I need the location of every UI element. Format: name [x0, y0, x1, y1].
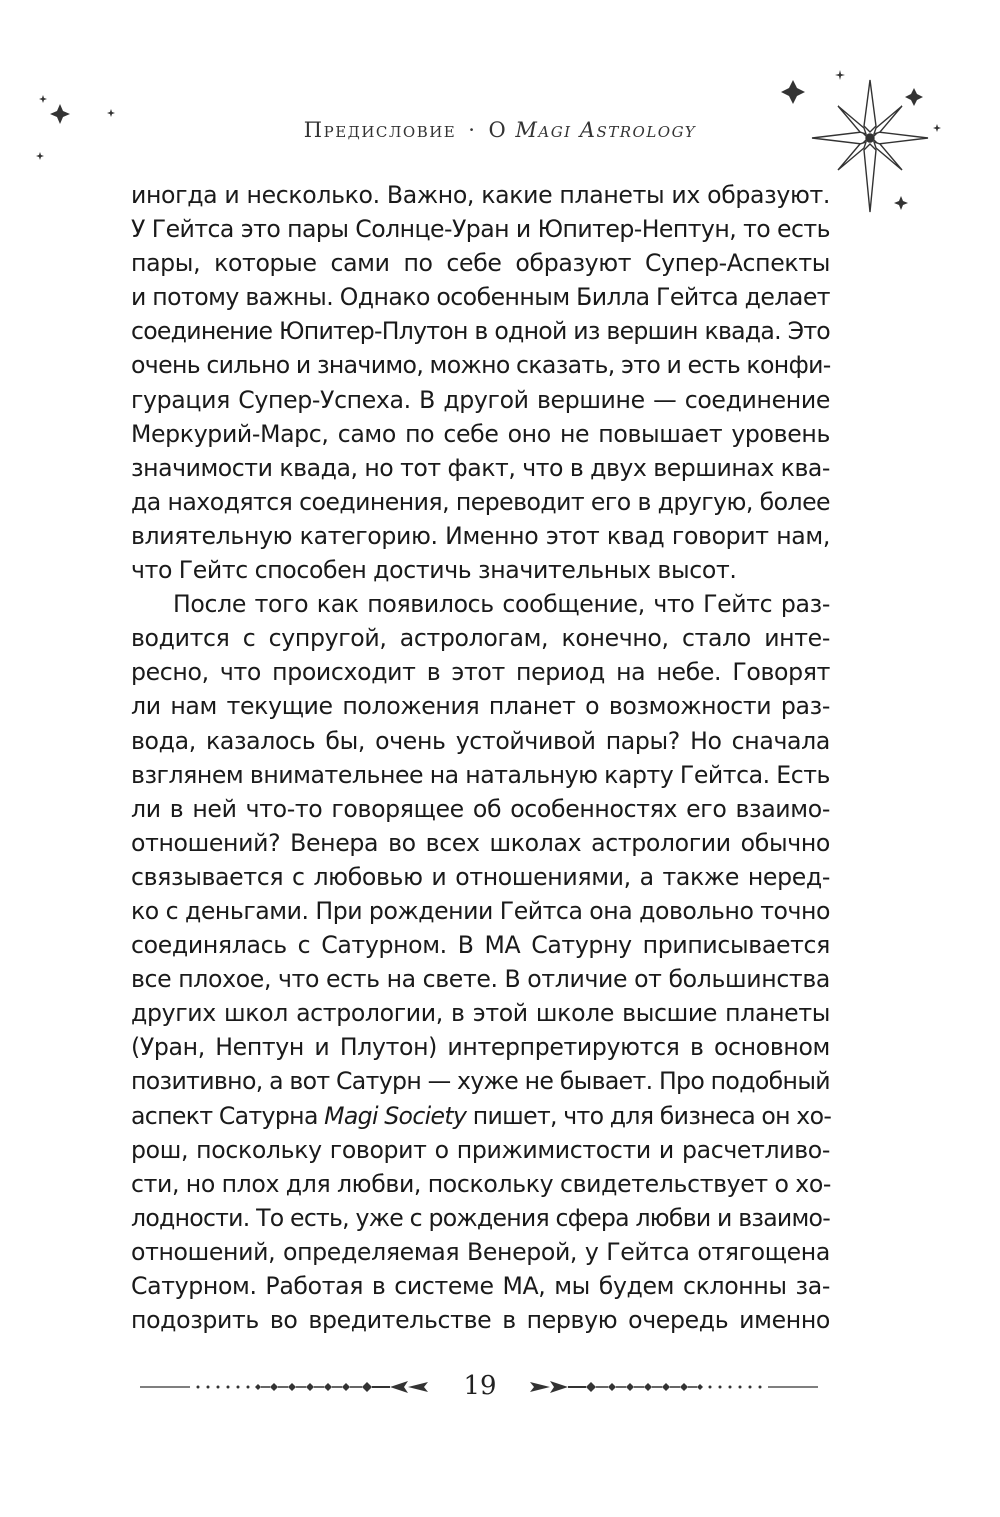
page-footer	[0, 1368, 1000, 1408]
text-line: значимости квада, но тот факт, что в двух вершинах ква-	[131, 453, 830, 482]
star-icon	[36, 152, 44, 160]
star-icon	[781, 80, 805, 104]
text-line: (Уран, Нептун и Плутон) интерпретируются в основном	[131, 1033, 830, 1062]
text-line: вода, казалось бы, очень устойчивой пары? Но сначала	[131, 726, 830, 755]
text-line: У Гейтса это пары Солнце-Уран и Юпитер-Нептун, то есть	[131, 215, 830, 244]
text-line: взглянем внимательнее на натальную карту Гейтса. Есть	[131, 760, 830, 789]
text-line: ко с деньгами. При рождении Гейтса она довольно точно	[131, 896, 830, 925]
text-line: все плохое, что есть на свете. В отличие от большинства	[131, 965, 830, 994]
text-line: иногда и несколько. Важно, какие планеты их образуют.	[131, 181, 830, 209]
star-icon	[107, 109, 115, 117]
star-icon	[39, 95, 47, 103]
text-line: других школ астрологии, в этой школе высшие планеты	[131, 999, 830, 1028]
book-title-prefix: О	[488, 118, 508, 142]
book-title: Magi Astrology	[515, 118, 697, 142]
text-line: очень сильно и значимо, можно сказать, это и есть конфи-	[131, 351, 831, 380]
star-icon	[894, 196, 908, 210]
text-run: пишет, что для бизнеса он хо-	[466, 1101, 832, 1130]
section-title: Предисловие	[303, 118, 457, 142]
text-line: ли в ней что-то говорящее об особенностях его взаимо-	[131, 794, 830, 823]
text-line: соединение Юпитер-Плутон в одной из вершин квада. Это	[131, 317, 830, 346]
text-line: отношений, определяемая Венерой, у Гейтса отягощена	[131, 1237, 830, 1266]
italic-term: Magi Society	[324, 1101, 467, 1130]
text-line: лодности. То есть, уже с рождения сфера любви и взаимо-	[131, 1203, 830, 1232]
text-line: соединялась с Сатурном. В МА Сатурну приписывается	[131, 931, 830, 960]
text-line: подозрить во вредительстве в первую очередь именно	[131, 1306, 830, 1335]
right-ornament-icon	[528, 1372, 818, 1402]
running-head	[0, 118, 1000, 142]
text-line: гурация Супер-Успеха. В другой вершине — соединение	[131, 385, 830, 414]
text-line: отношений? Венера во всех школах астрологии обычно	[131, 828, 830, 857]
body-text	[131, 178, 830, 1337]
text-line: что Гейтс способен достичь значительных высот.	[131, 556, 737, 585]
text-line	[131, 1099, 830, 1133]
text-line: пары, которые сами по себе образуют Супер-Аспекты	[131, 249, 830, 278]
text-line: рош, поскольку говорит о прижимистости и расчетливо-	[131, 1135, 830, 1164]
left-ornament-icon	[140, 1372, 430, 1402]
text-line: позитивно, а вот Сатурн — хуже не бывает. Про подобный	[131, 1067, 830, 1096]
text-line: ли нам текущие положения планет о возможности раз-	[131, 692, 830, 721]
text-line: сти, но плох для любви, поскольку свидетельствует о хо-	[131, 1169, 832, 1198]
text-line: ресно, что происходит в этот период на небе. Говорят	[131, 658, 830, 687]
text-line: После того как появилось сообщение, что Гейтс раз-	[173, 590, 830, 619]
page-number: 19	[463, 1371, 497, 1401]
star-icon	[905, 88, 923, 106]
text-line: и потому важны. Однако особенным Билла Гейтса делает	[131, 283, 830, 312]
text-run: аспект Сатурна	[131, 1101, 325, 1130]
text-line: водится с супругой, астрологам, конечно, стало инте-	[131, 624, 830, 653]
text-line: да находятся соединения, переводит его в другую, более	[131, 487, 830, 516]
text-line: Меркурий-Марс, само по себе оно не повышает уровень	[131, 419, 830, 448]
text-line: Сатурном. Работая в системе МА, мы будем склонны за-	[131, 1272, 830, 1300]
text-line: связывается с любовью и отношениями, а также неред-	[131, 862, 830, 891]
text-line: влиятельную категорию. Именно этот квад говорит нам,	[131, 521, 830, 550]
star-icon	[835, 70, 845, 80]
header-separator: ·	[468, 118, 477, 142]
